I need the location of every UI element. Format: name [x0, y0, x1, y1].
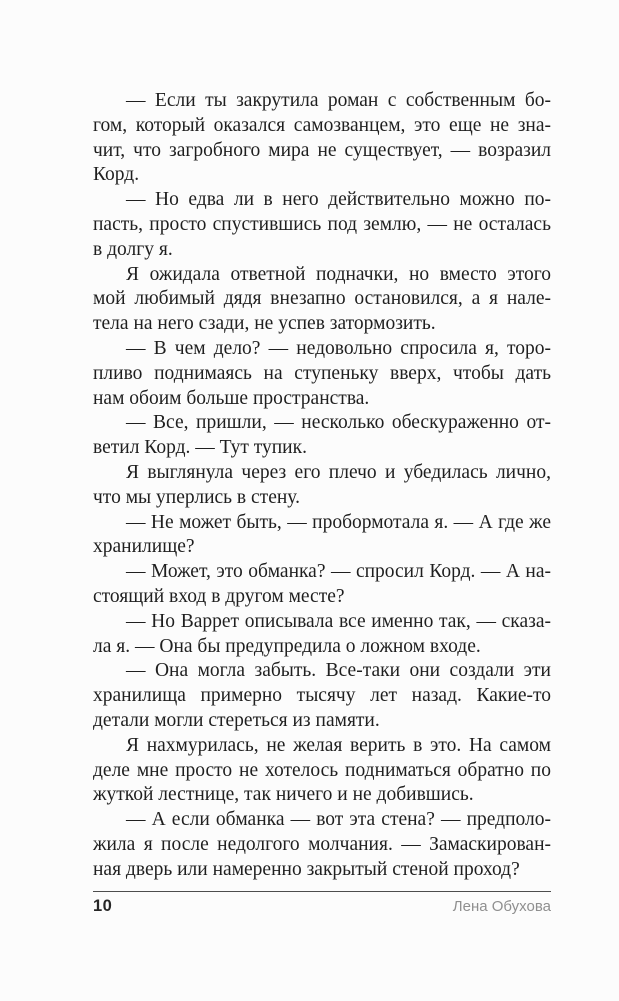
text-line: стоящий вход в другом месте? [93, 585, 345, 607]
paragraph [93, 89, 551, 188]
text-line: — Она могла забыть. Все-таки они создали эти [126, 660, 551, 682]
paragraph [93, 610, 551, 660]
paragraph [93, 411, 551, 461]
page-number: 10 [93, 897, 113, 915]
paragraph [93, 511, 551, 561]
text-line: детали могли стереться из памяти. [93, 709, 380, 731]
paragraph [93, 560, 551, 610]
text-line: что мы уперлись в стену. [93, 486, 300, 508]
text-line: ная дверь или намеренно закрытый стеной проход? [93, 858, 520, 880]
text-line: жуткой лестнице, так ничего и не добившись. [93, 784, 474, 806]
text-line: — Если ты закрутила роман с собственным бо- [126, 90, 551, 111]
page-footer [93, 891, 551, 916]
text-line: пасть, просто спустившись под землю, — не осталась [93, 213, 551, 235]
footer-row [93, 897, 551, 916]
text-line: деле мне просто не хотелось подниматься обратно по [93, 759, 551, 781]
paragraph [93, 263, 551, 337]
text-line: — Все, пришли, — несколько обескураженно от- [126, 412, 551, 434]
footer-rule [93, 891, 551, 892]
text-line: Я выглянула через его плечо и убедилась лично, [126, 461, 551, 483]
paragraph [93, 659, 551, 733]
text-line: — Не может быть, — пробормотала я. — А где же [126, 511, 551, 533]
paragraph [93, 188, 551, 262]
text-line: хранилища примерно тысячу лет назад. Какие-то [93, 685, 551, 707]
text-line: нам обоим больше пространства. [93, 387, 370, 409]
text-line: — В чем дело? — недовольно спросила я, торо- [126, 337, 551, 359]
text-line: в долгу я. [93, 238, 173, 260]
paragraph [93, 337, 551, 411]
text-line: Корд. [93, 164, 140, 186]
paragraph [93, 734, 551, 808]
text-line: ла я. — Она бы предупредила о ложном входе. [93, 635, 481, 657]
text-line: — Может, это обманка? — спросил Корд. — А на- [126, 561, 551, 583]
text-line: — Но Варрет описывала все именно так, — сказа- [126, 610, 551, 632]
text-line: Я нахмурилась, не желая верить в это. На самом [126, 734, 551, 756]
text-line: хранилище? [93, 536, 195, 558]
text-line: Я ожидала ответной подначки, но вместо этого [126, 263, 551, 285]
paragraph [93, 808, 551, 882]
text-line: — Но едва ли в него действительно можно по- [126, 189, 551, 211]
paragraph [93, 461, 551, 511]
text-line: — А если обманка — вот эта стена? — предполо- [126, 809, 551, 831]
text-line: чит, что загробного мира не существует, — возразил [93, 139, 551, 161]
author-name: Лена Обухова [452, 898, 551, 915]
text-line: гом, который оказался самозванцем, это еще не зна- [93, 114, 551, 136]
text-line: жила я после недолгого молчания. — Замаскирован- [93, 833, 551, 855]
text-line: пливо поднимаясь на ступеньку вверх, чтобы дать [93, 362, 551, 384]
text-line: тела на него сзади, не успев затормозить. [93, 313, 436, 335]
text-line: ветил Корд. — Тут тупик. [93, 437, 307, 459]
text-line: мой любимый дядя внезапно остановился, а я нале- [93, 288, 551, 310]
page-text [93, 89, 551, 883]
